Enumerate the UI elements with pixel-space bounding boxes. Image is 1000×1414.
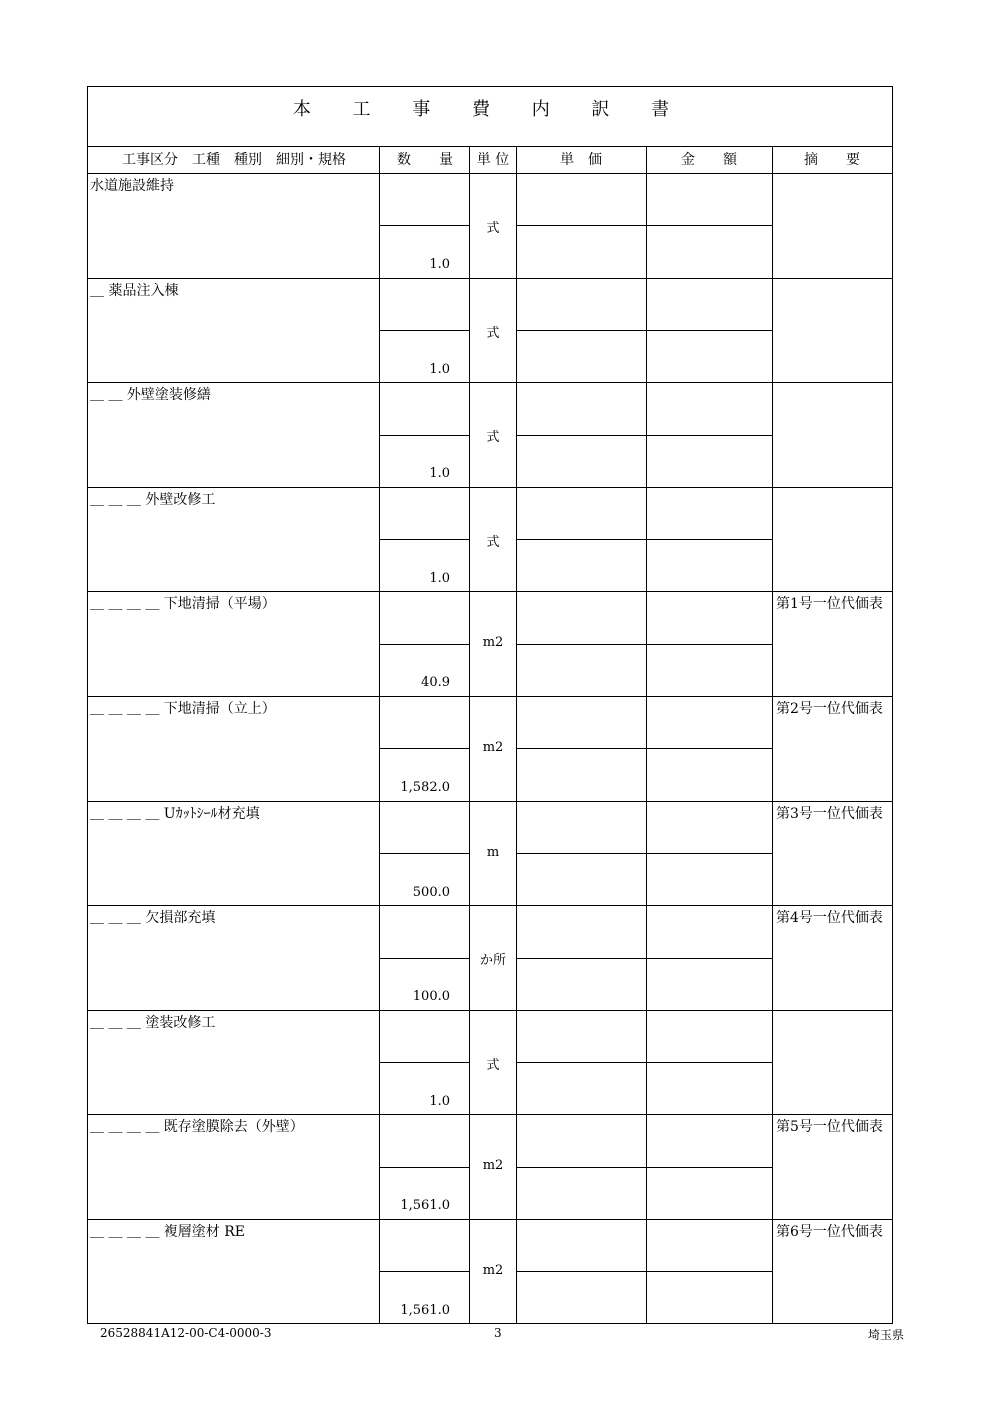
header-unit: 単 位 [476, 152, 510, 168]
row-item-name: ＿ ＿ ＿ 欠損部充填 [90, 910, 216, 927]
row-note: 第1号一位代価表 [776, 596, 883, 613]
row-bottom-line [88, 801, 892, 802]
row-price-subline [517, 644, 773, 645]
row-quantity: 1.0 [429, 257, 450, 272]
row-quantity: 1,582.0 [400, 780, 450, 795]
row-qty-subline [380, 1271, 470, 1272]
row-price-subline [517, 748, 773, 749]
row-price-subline [517, 1167, 773, 1168]
row-note: 第5号一位代価表 [776, 1119, 883, 1136]
row-qty-subline [380, 958, 470, 959]
row-unit: 式 [486, 534, 500, 550]
row-unit: m [486, 844, 500, 860]
footer-page-number: 3 [494, 1326, 502, 1340]
row-price-subline [517, 1062, 773, 1063]
row-bottom-line [88, 696, 892, 697]
row-bottom-line [88, 487, 892, 488]
row-price-subline [517, 958, 773, 959]
row-quantity: 1.0 [429, 1093, 450, 1109]
row-item-name: ＿ 薬品注入棟 [90, 282, 179, 299]
header-price: 単 価 [560, 152, 602, 168]
row-quantity: 1.0 [429, 466, 450, 482]
estimate-sheet [87, 86, 893, 1324]
row-item-name: ＿ ＿ ＿ ＿ Uｶｯﾄｼｰﾙ材充填 [90, 805, 260, 822]
row-quantity: 500.0 [412, 884, 450, 900]
row-qty-subline [380, 539, 470, 540]
row-price-subline [517, 1271, 773, 1272]
header-amount: 金 額 [681, 152, 737, 168]
row-item-name: ＿ ＿ ＿ ＿ 下地清掃（立上） [90, 701, 276, 717]
row-unit: か所 [479, 953, 506, 969]
footer-organization: 埼玉県 [868, 1328, 905, 1342]
row-quantity: 1.0 [429, 361, 450, 377]
row-unit: m2 [482, 1158, 504, 1174]
row-unit: m2 [482, 635, 504, 651]
row-item-name: ＿ ＿ ＿ ＿ 下地清掃（平場） [90, 596, 276, 613]
row-note: 第4号一位代価表 [776, 910, 883, 927]
row-bottom-line [88, 382, 892, 383]
row-quantity: 40.9 [421, 675, 450, 691]
row-bottom-line [88, 278, 892, 279]
row-note: 第3号一位代価表 [776, 805, 883, 822]
row-bottom-line [88, 591, 892, 592]
row-qty-subline [380, 1167, 470, 1168]
header-note: 摘 要 [804, 152, 860, 168]
row-price-subline [517, 539, 773, 540]
row-qty-subline [380, 1062, 470, 1063]
row-price-subline [517, 435, 773, 436]
row-item-name: ＿ ＿ ＿ 塗装改修工 [90, 1014, 216, 1031]
col-divider-price [516, 147, 517, 1323]
row-unit: 式 [486, 430, 500, 446]
row-quantity: 100.0 [412, 989, 450, 1005]
row-unit: m2 [482, 740, 504, 755]
header-item: 工事区分 工種 種別 細別・規格 [122, 152, 346, 168]
row-note: 第2号一位代価表 [776, 701, 883, 717]
col-divider-note [772, 147, 773, 1323]
row-unit: m2 [482, 1263, 504, 1278]
col-divider-amount [646, 147, 647, 1323]
col-divider-qty [379, 147, 380, 1323]
row-price-subline [517, 330, 773, 331]
row-qty-subline [380, 435, 470, 436]
row-qty-subline [380, 853, 470, 854]
row-bottom-line [88, 1114, 892, 1115]
row-item-name: ＿ ＿ 外壁塗装修繕 [90, 387, 211, 404]
header-qty: 数 量 [397, 152, 453, 168]
row-quantity: 1,561.0 [400, 1303, 450, 1318]
row-qty-subline [380, 644, 470, 645]
row-item-name: ＿ ＿ ＿ ＿ 複層塗材 RE [90, 1224, 246, 1240]
row-note: 第6号一位代価表 [776, 1224, 883, 1240]
row-unit: 式 [486, 1057, 500, 1073]
row-quantity: 1.0 [429, 570, 450, 586]
document-title: 本 工 事 費 内 訳 書 [292, 99, 688, 120]
row-item-name: ＿ ＿ ＿ 外壁改修工 [90, 491, 216, 508]
row-unit: 式 [486, 221, 500, 236]
row-qty-subline [380, 225, 470, 226]
title-row [88, 87, 892, 147]
row-bottom-line [88, 905, 892, 906]
row-qty-subline [380, 748, 470, 749]
row-unit: 式 [486, 325, 500, 341]
row-bottom-line [88, 1219, 892, 1220]
row-item-name: 水道施設維持 [90, 178, 174, 194]
row-item-name: ＿ ＿ ＿ ＿ 既存塗膜除去（外壁） [90, 1119, 304, 1136]
footer-code: 26528841A12-00-C4-0000-3 [100, 1326, 272, 1340]
row-qty-subline [380, 330, 470, 331]
row-price-subline [517, 853, 773, 854]
row-quantity: 1,561.0 [400, 1198, 450, 1214]
row-bottom-line [88, 1010, 892, 1011]
row-price-subline [517, 225, 773, 226]
